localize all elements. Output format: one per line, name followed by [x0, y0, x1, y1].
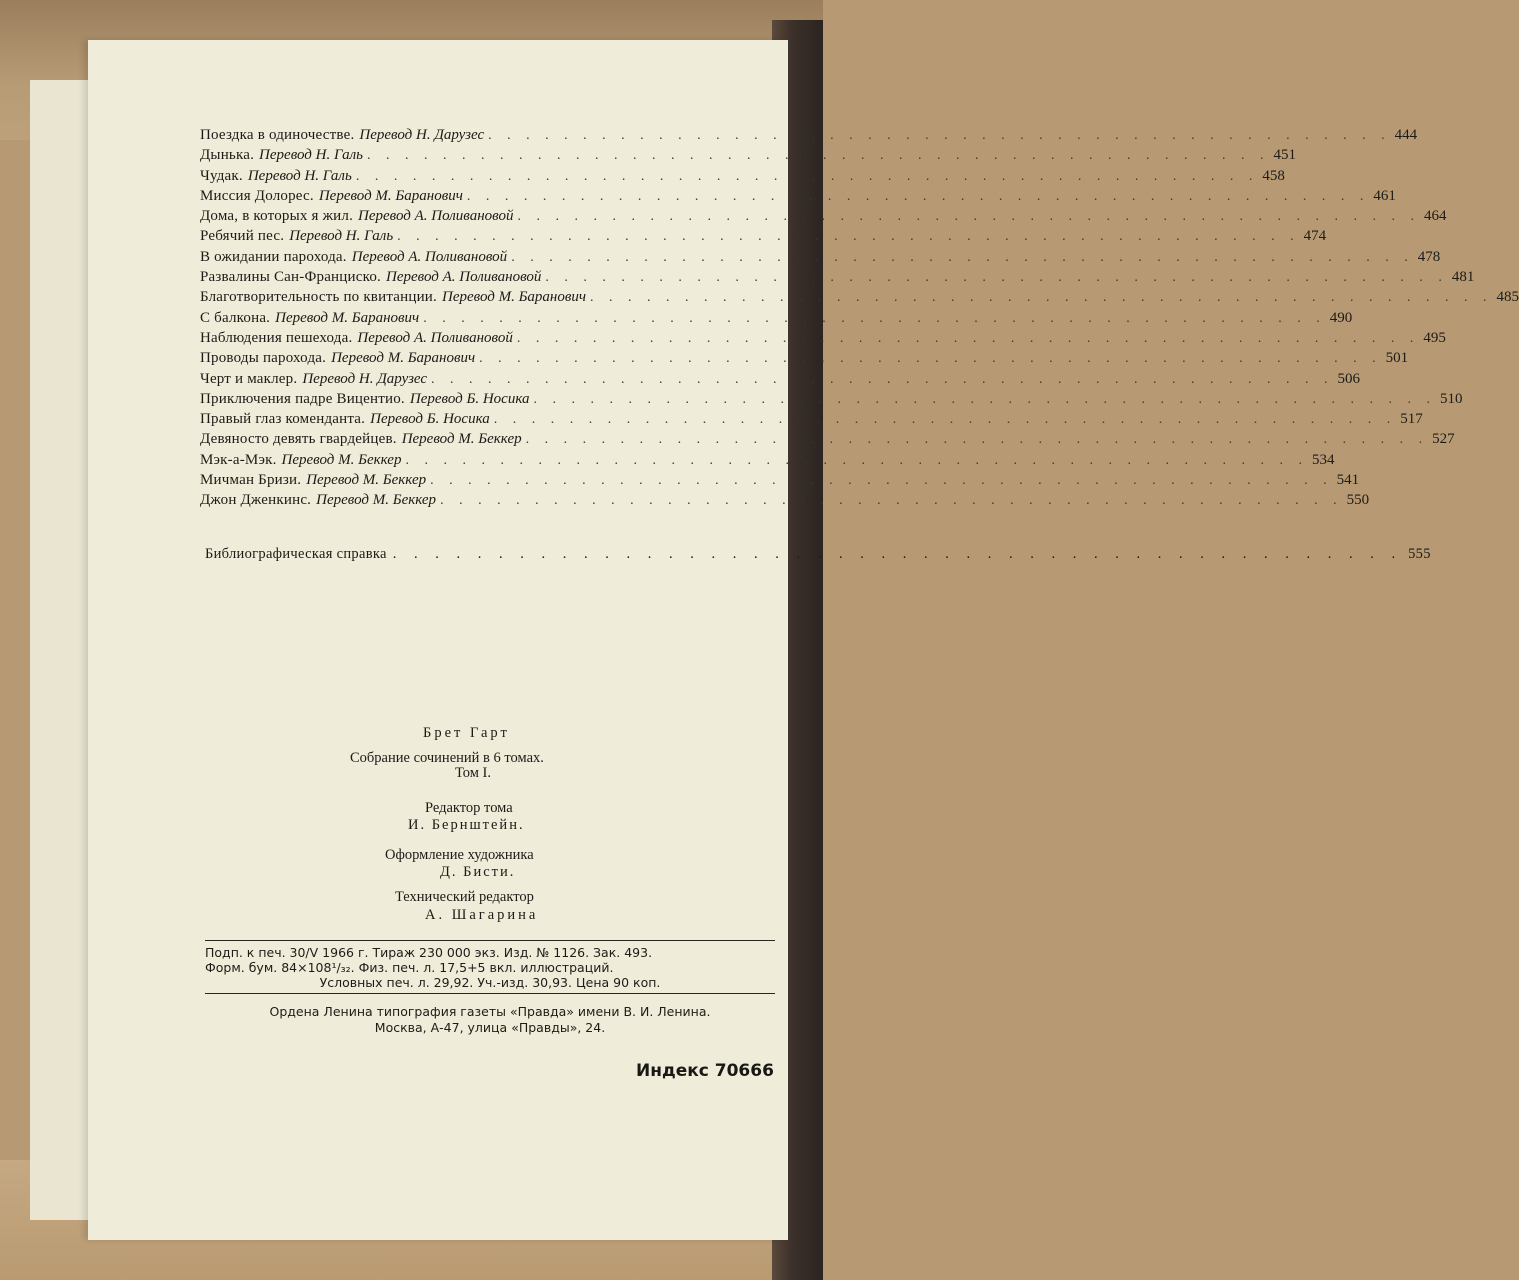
entry-title: Дынька. — [200, 147, 255, 164]
dot-leader: . . . . . . . . . . . . . . . . . . . . . . . . . . . . . . . . . . . . . . . . . . . . . . . . — [392, 546, 1403, 562]
toc-entry — [200, 472, 1360, 492]
dot-leader: . . . . . . . . . . . . . . . . . . . . . . . . . . . . . . . . . . . . . . . . . . . . . . . . — [405, 452, 1308, 468]
entry-page: 464 — [1423, 208, 1447, 225]
entry-title: С балкона. — [200, 309, 271, 326]
entry-page: 506 — [1337, 370, 1361, 387]
imprint-line: Подп. к печ. 30/V 1966 г. Тираж 230 000 экз. Изд. № 1126. Зак. 493. — [205, 945, 653, 960]
tech-editor-label: Технический редактор — [395, 889, 534, 905]
entry-page: 485 — [1496, 289, 1519, 306]
toc-entry — [200, 127, 1418, 147]
entry-title: Развалины Сан-Франциско. — [200, 269, 381, 286]
entry-translator: Перевод М. Беккер — [281, 451, 402, 468]
design-name: Д. Бисти. — [440, 864, 516, 880]
dot-leader: . . . . . . . . . . . . . . . . . . . . . . . . . . . . . . . . . . . . . . . . . . . . . . . . — [466, 188, 1370, 204]
printer-line: Ордена Ленина типография газеты «Правда» имени В. И. Ленина. — [269, 1004, 711, 1019]
entry-page: 495 — [1423, 329, 1446, 346]
dot-leader: . . . . . . . . . . . . . . . . . . . . . . . . . . . . . . . . . . . . . . . . . . . . . . . . — [367, 148, 1270, 164]
entry-title: Благотворительность по квитанции. — [200, 289, 437, 306]
toc-entry — [200, 289, 1519, 309]
entry-page: 550 — [1346, 492, 1370, 509]
entry-title: Ребячий пес. — [200, 228, 285, 245]
dot-leader: . . . . . . . . . . . . . . . . . . . . . . . . . . . . . . . . . . . . . . . . . . . . . . . . — [517, 209, 1420, 225]
entry-title: Чудак. — [200, 167, 243, 184]
toc-entry — [200, 147, 1297, 167]
entry-page: 541 — [1336, 472, 1360, 489]
entry-translator: Перевод А. Поливановой — [358, 208, 514, 225]
entry-page: 451 — [1273, 147, 1297, 164]
entry-translator: Перевод А. Поливановой — [357, 329, 513, 346]
bibliography-page: 555 — [1408, 546, 1431, 562]
entry-translator: Перевод Н. Галь — [289, 228, 394, 245]
bibliography-entry — [205, 546, 1431, 563]
entry-title: Миссия Долорес. — [200, 187, 314, 204]
toc-entry — [200, 431, 1455, 451]
entry-page: 517 — [1400, 411, 1423, 428]
volume-number: Том I. — [455, 765, 491, 781]
entry-title: Девяносто девять гвардейцев. — [200, 431, 397, 448]
dot-leader: . . . . . . . . . . . . . . . . . . . . . . . . . . . . . . . . . . . . . . . . . . . . . . . . — [431, 371, 1334, 387]
dot-leader: . . . . . . . . . . . . . . . . . . . . . . . . . . . . . . . . . . . . . . . . . . . . . . . . — [525, 432, 1429, 448]
bibliography-label: Библиографическая справка — [205, 546, 387, 562]
dot-leader: . . . . . . . . . . . . . . . . . . . . . . . . . . . . . . . . . . . . . . . . . . . . . . . . — [590, 290, 1493, 306]
entry-title: Поездка в одиночестве. — [200, 127, 355, 143]
dot-leader: . . . . . . . . . . . . . . . . . . . . . . . . . . . . . . . . . . . . . . . . . . . . . . . . — [355, 168, 1259, 184]
entry-translator: Перевод Б. Носика — [409, 390, 530, 407]
entry-page: 534 — [1311, 451, 1335, 468]
dot-leader: . . . . . . . . . . . . . . . . . . . . . . . . . . . . . . . . . . . . . . . . . . . . . . . . — [493, 412, 1397, 428]
entry-translator: Перевод Б. Носика — [370, 411, 490, 428]
entry-translator: Перевод Н. Дарузес — [302, 370, 428, 387]
imprint-line: Условных печ. л. 29,92. Уч.-изд. 30,93. Цена 90 коп. — [319, 975, 661, 990]
dot-leader: . . . . . . . . . . . . . . . . . . . . . . . . . . . . . . . . . . . . . . . . . . . . . . . . — [533, 391, 1436, 407]
design-label: Оформление художника — [385, 847, 534, 863]
toc-entry — [200, 167, 1285, 188]
entry-title: Проводы парохода. — [200, 350, 327, 367]
toc-entry — [200, 370, 1361, 391]
table-of-contents — [200, 127, 1519, 513]
entry-translator: Перевод М. Беккер — [306, 472, 427, 489]
entry-page: 481 — [1451, 269, 1475, 286]
toc-entry — [200, 228, 1327, 248]
dot-leader: . . . . . . . . . . . . . . . . . . . . . . . . . . . . . . . . . . . . . . . . . . . . . . . . — [423, 310, 1326, 326]
entry-page: 461 — [1373, 187, 1396, 204]
toc-entry — [200, 329, 1446, 350]
toc-entry — [200, 451, 1335, 472]
editor-name: И. Бернштейн. — [408, 817, 525, 833]
entry-translator: Перевод Н. Галь — [247, 167, 352, 184]
dot-leader: . . . . . . . . . . . . . . . . . . . . . . . . . . . . . . . . . . . . . . . . . . . . . . . . — [545, 270, 1448, 286]
dot-leader: . . . . . . . . . . . . . . . . . . . . . . . . . . . . . . . . . . . . . . . . . . . . . . . . — [440, 493, 1343, 509]
toc-entry — [200, 411, 1423, 431]
entry-page: 478 — [1417, 248, 1441, 265]
imprint-line: Форм. бум. 84×108¹/₃₂. Физ. печ. л. 17,5+5 вкл. иллюстраций. — [205, 960, 614, 975]
imprint-block — [205, 940, 775, 994]
dot-leader: . . . . . . . . . . . . . . . . . . . . . . . . . . . . . . . . . . . . . . . . . . . . . . . . — [488, 128, 1391, 143]
entry-title: Правый глаз коменданта. — [200, 411, 366, 428]
dot-leader: . . . . . . . . . . . . . . . . . . . . . . . . . . . . . . . . . . . . . . . . . . . . . . . . — [397, 229, 1300, 245]
dot-leader: . . . . . . . . . . . . . . . . . . . . . . . . . . . . . . . . . . . . . . . . . . . . . . . . — [479, 351, 1382, 367]
entry-page: 527 — [1432, 431, 1455, 448]
toc-entry — [200, 208, 1447, 228]
entry-translator: Перевод Н. Галь — [259, 147, 364, 164]
dot-leader: . . . . . . . . . . . . . . . . . . . . . . . . . . . . . . . . . . . . . . . . . . . . . . . . — [430, 473, 1333, 489]
entry-translator: Перевод М. Баранович — [275, 309, 420, 326]
entry-title: Черт и маклер. — [200, 370, 298, 387]
dot-leader: . . . . . . . . . . . . . . . . . . . . . . . . . . . . . . . . . . . . . . . . . . . . . . . . — [516, 330, 1420, 346]
entry-page: 474 — [1303, 228, 1327, 245]
entry-translator: Перевод А. Поливановой — [351, 248, 508, 265]
toc-entry — [200, 309, 1353, 330]
printer-line: Москва, А-47, улица «Правды», 24. — [374, 1020, 606, 1035]
entry-translator: Перевод А. Поливановой — [385, 269, 542, 286]
entry-title: В ожидании парохода. — [200, 248, 347, 265]
entry-title: Мичман Бризи. — [200, 472, 302, 489]
entry-page: 510 — [1439, 390, 1463, 407]
toc-entry — [200, 350, 1409, 370]
entry-title: Мэк-а-Мэк. — [200, 451, 277, 468]
entry-page: 444 — [1394, 127, 1418, 143]
entry-page: 490 — [1329, 309, 1353, 326]
entry-title: Дома, в которых я жил. — [200, 208, 354, 225]
entry-title: Джон Дженкинс. — [200, 492, 312, 509]
tech-editor-name: А. Шагарина — [425, 907, 539, 923]
dot-leader: . . . . . . . . . . . . . . . . . . . . . . . . . . . . . . . . . . . . . . . . . . . . . . . . — [511, 249, 1414, 265]
toc-entry — [200, 390, 1463, 411]
entry-title: Приключения падре Вицентио. — [200, 390, 405, 407]
collection-title: Собрание сочинений в 6 томах. — [350, 750, 544, 766]
toc-entry — [200, 492, 1370, 512]
author-name: Брет Гарт — [423, 725, 510, 741]
editor-label: Редактор тома — [425, 800, 513, 816]
toc-entry — [200, 269, 1475, 289]
entry-translator: Перевод М. Беккер — [316, 492, 437, 509]
toc-entry — [200, 248, 1441, 269]
entry-translator: Перевод М. Баранович — [318, 187, 463, 204]
toc-entry — [200, 187, 1396, 208]
entry-translator: Перевод М. Беккер — [401, 431, 522, 448]
entry-page: 458 — [1262, 167, 1285, 184]
entry-translator: Перевод Н. Дарузес — [359, 127, 485, 143]
entry-page: 501 — [1385, 350, 1409, 367]
entry-title: Наблюдения пешехода. — [200, 329, 353, 346]
catalog-index: Индекс 70666 — [636, 1061, 774, 1081]
entry-translator: Перевод М. Баранович — [331, 350, 476, 367]
printer-info — [205, 1004, 775, 1036]
entry-translator: Перевод М. Баранович — [441, 289, 587, 306]
